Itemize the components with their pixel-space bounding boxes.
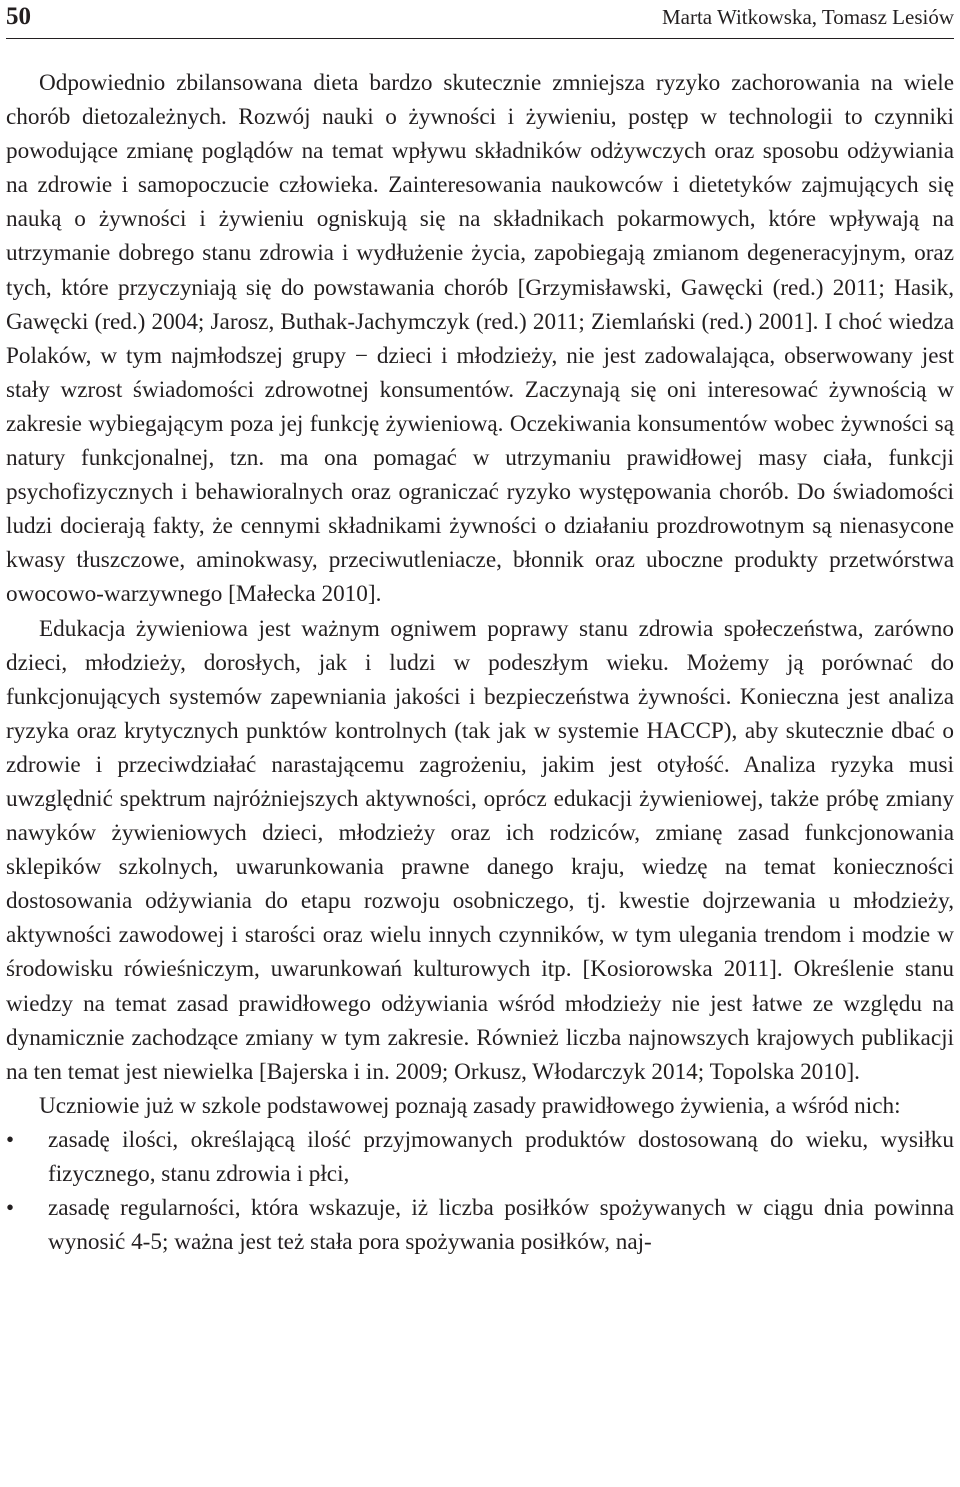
paragraph-nutrition-education: Edukacja żywieniowa jest ważnym ogniwem poprawy stanu zdrowia społeczeństwa, zarówno dzieci, młodzieży, dorosłych, jak i ludzi w podeszłym wieku. Możemy ją porównać do funkcjonujących systemów zapewniania jakości i bezpieczeństwa żywności. Konieczna jest analiza ryzyka oraz krytycznych punktów kontrolnych (tak jak w systemie HACCP), aby skutecznie dbać o zdrowie i przeciwdziałać narastającemu zagrożeniu, jakim jest otyłość. Analiza ryzyka musi uwzględnić spektrum najróżniejszych aktywności, oprócz edukacji żywieniowej, także próbę zmiany nawyków żywieniowych dzieci, młodzieży oraz ich rodziców, zmianę zasad funkcjonowania sklepików szkolnych, uwarunkowania prawne danego kraju, wiedzę na temat konieczności dostosowania odżywiania do etapu rozwoju osobniczego, tj. kwestie dojrzewania u młodzieży, aktywności zawodowej i starości oraz wielu innych czynników, w tym ulegania trendom i modzie w środowisku rówieśniczym, uwarunkowań kulturowych itp. [Kosiorowska 2011]. Określenie stanu wiedzy na temat zasad prawidłowego odżywiania wśród młodzieży nie jest łatwe ze względu na dynamicznie zachodzące zmiany w tym zakresie. Również liczba najnowszych krajowych publikacji na ten temat jest niewielka [Bajerska i in. 2009; Orkusz, Włodarczyk 2014; Topolska 2010]. (6, 615, 954, 1085)
list-item-text: zasadę regularności, która wskazuje, iż liczba posiłków spożywanych w ciągu dnia powinna wynosić 4-5; ważna jest też stała pora spożywania posiłków, naj- (48, 1195, 954, 1256)
principles-list (6, 1123, 954, 1259)
list-item-text: zasadę ilości, określającą ilość przyjmowanych produktów dostosowaną do wieku, wysiłku fizycznego, stanu zdrowia i płci, (48, 1126, 954, 1187)
page-header (6, 0, 954, 39)
list-item (6, 1191, 954, 1259)
bullet-icon: • (6, 1126, 15, 1152)
bullet-icon: • (6, 1195, 15, 1221)
running-head-authors: Marta Witkowska, Tomasz Lesiów (661, 5, 954, 29)
paragraph-diet-intro: Odpowiednio zbilansowana dieta bardzo skutecznie zmniejsza ryzyko zachorowania na wiele chorób dietozależnych. Rozwój nauki o żywności i żywieniu, postęp w technologii to czynniki powodujące zmianę poglądów na temat wpływu składników odżywczych oraz sposobu odżywiania na zdrowie i samopoczucie człowieka. Zainteresowania naukowców i dietetyków zajmujących się nauką o żywności i żywieniu ogniskują się na składnikach pokarmowych, które wpływają na utrzymanie dobrego stanu zdrowia i wydłużenie życia, zapobiegają zmianom degeneracyjnym, oraz tych, które przyczyniają się do powstawania chorób [Grzymisławski, Gawęcki (red.) 2011; Hasik, Gawęcki (red.) 2004; Jarosz, Buthak-Jachymczyk (red.) 2011; Ziemlański (red.) 2001]. I choć wiedza Polaków, w tym najmłodszej grupy − dzieci i młodzieży, nie jest zadowalająca, obserwowany jest stały wzrost świadomości zdrowotnej konsumentów. Zaczynają się oni interesować żywnością w zakresie wybiegającym poza jej funkcję żywieniową. Oczekiwania konsumentów wobec żywności są natury funkcjonalnej, tzn. ma ona pomagać w utrzymaniu prawidłowej masy ciała, funkcji psychofizycznych i behawioralnych oraz ograniczać ryzyko występowania chorób. Do świadomości ludzi docierają fakty, że cennymi składnikami żywności o działaniu prozdrowotnym są nienasycone kwasy tłuszczowe, aminokwasy, przeciwutleniacze, błonnik oraz uboczne produkty przetwórstwa owocowo-warzywnego [Małecka 2010]. (6, 70, 954, 608)
list-item (6, 1123, 954, 1191)
body-text (6, 66, 954, 1259)
paragraph-principles-intro: Uczniowie już w szkole podstawowej poznają zasady prawidłowego żywienia, a wśród nich: (39, 1092, 901, 1119)
page-number: 50 (6, 3, 31, 30)
